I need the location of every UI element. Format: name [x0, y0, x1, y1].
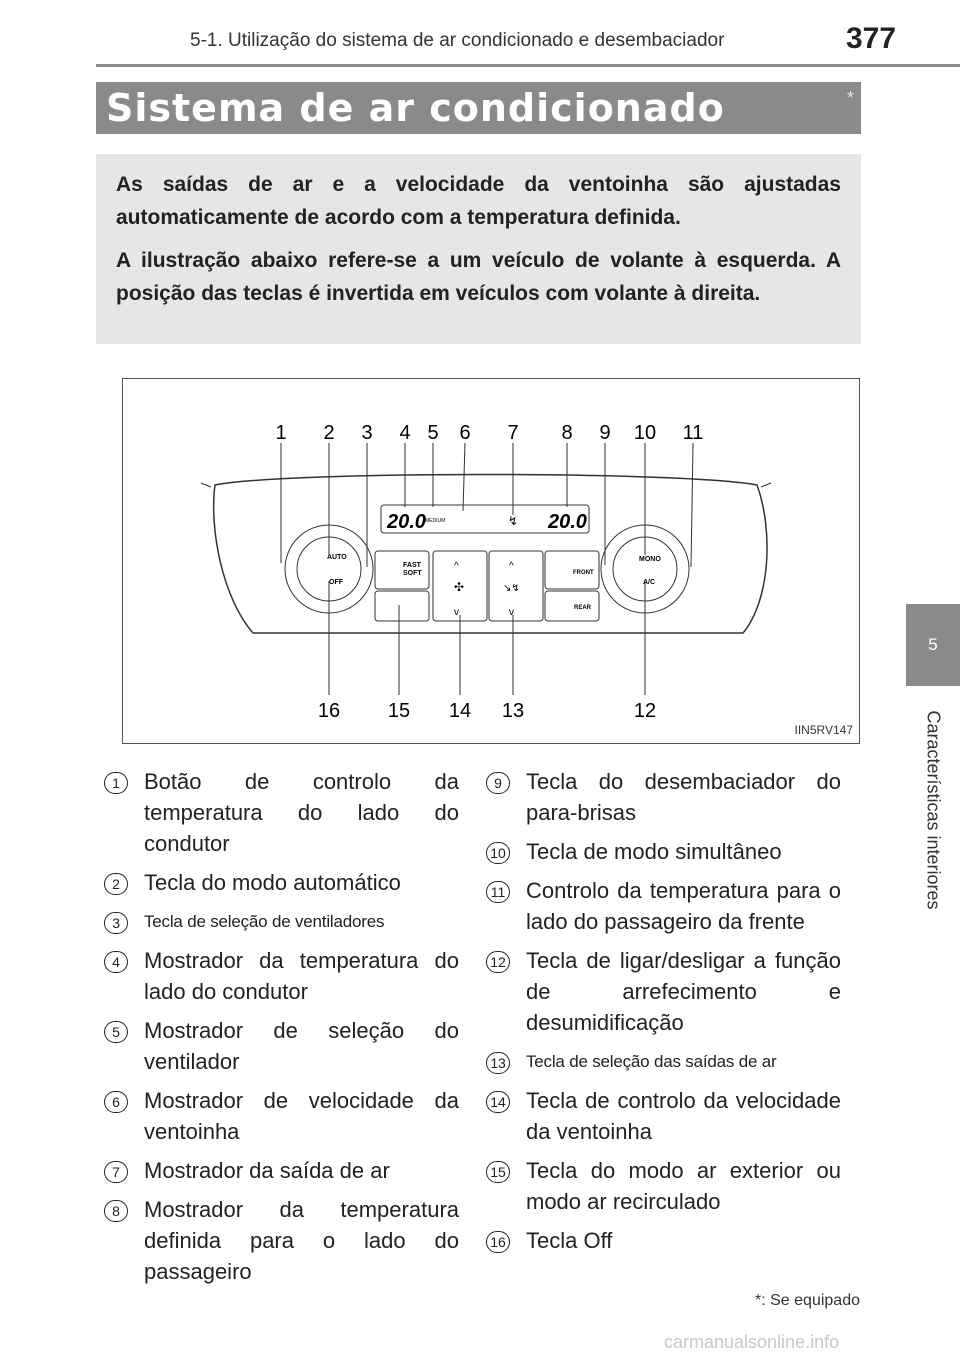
- airflow-icon: ↯: [508, 514, 519, 528]
- legend-item: [104, 1085, 459, 1147]
- section-title-bar: [96, 82, 861, 134]
- callout-15: 15: [387, 700, 411, 722]
- legend-item: [104, 1015, 459, 1077]
- callout-4: 4: [399, 422, 411, 444]
- legend-text: Tecla de seleção de ventiladores: [144, 912, 385, 931]
- fan-icon: ✣: [454, 580, 465, 594]
- display-right-temp: 20.0: [548, 511, 587, 533]
- legend-number: 2: [104, 873, 128, 895]
- soft-label: SOFT: [403, 570, 422, 577]
- off-button: OFF: [329, 579, 343, 586]
- front-label: FRONT: [573, 570, 594, 576]
- legend-item: [486, 1155, 841, 1217]
- panel-edge-left: [201, 483, 211, 487]
- legend-text: Mostrador da saída de ar: [144, 1158, 390, 1183]
- callout-9: 9: [599, 422, 611, 444]
- climate-panel-drawing: [123, 379, 859, 743]
- legend-number: 4: [104, 951, 128, 973]
- intro-box: [96, 154, 861, 344]
- legend-text: Tecla do modo automático: [144, 870, 401, 895]
- chevron-down-icon: v: [509, 607, 514, 618]
- air-outlet-icon: ↘↯: [503, 583, 520, 594]
- callout-3: 3: [361, 422, 373, 444]
- legend-item: [486, 945, 841, 1038]
- legend-text: Tecla do desembaciador do para-brisas: [526, 769, 841, 825]
- legend-number: 5: [104, 1021, 128, 1043]
- display-left-temp: 20.0: [387, 511, 426, 533]
- legend-number: 1: [104, 772, 128, 794]
- callout-2: 2: [323, 422, 335, 444]
- panel-outline: [214, 475, 767, 634]
- legend-text: Tecla de seleção das saídas de ar: [526, 1052, 777, 1071]
- legend-text: Mostrador de seleção do ventilador: [144, 1018, 459, 1074]
- legend-item: [486, 766, 841, 828]
- callouts-top: [275, 422, 703, 444]
- legend-item: [104, 867, 459, 898]
- callout-7: 7: [507, 422, 519, 444]
- legend-number: 8: [104, 1200, 128, 1222]
- legend-text: Botão de controlo da temperatura do lado do condutor: [144, 769, 459, 856]
- legend-number: 16: [486, 1231, 510, 1253]
- chapter-tab: 5: [906, 604, 960, 686]
- legend-right: [486, 766, 841, 1264]
- callout-12: 12: [633, 700, 657, 722]
- legend-number: 6: [104, 1091, 128, 1113]
- legend-text: Tecla do modo ar exterior ou modo ar recirculado: [526, 1158, 841, 1214]
- callouts-bottom: [318, 700, 656, 722]
- callout-8: 8: [561, 422, 573, 444]
- legend-number: 13: [486, 1052, 510, 1074]
- legend-left: [104, 766, 459, 1295]
- title-asterisk: *: [847, 88, 855, 108]
- legend-item: [104, 906, 459, 937]
- callout-1: 1: [275, 422, 287, 444]
- legend-text: Tecla de ligar/desligar a função de arrefecimento e desumidificação: [526, 948, 841, 1035]
- legend-item: [104, 1155, 459, 1186]
- footnote: *: Se equipado: [755, 1292, 860, 1309]
- legend-number: 7: [104, 1161, 128, 1183]
- legend-item: [486, 1225, 841, 1256]
- legend-number: 9: [486, 772, 510, 794]
- legend-number: 12: [486, 951, 510, 973]
- figure-code: IIN5RV147: [794, 723, 853, 737]
- intro-paragraph-2: A ilustração abaixo refere-se a um veículo de volante à esquerda. A posição das teclas é invertida em veículos com volante à direita.: [116, 249, 841, 305]
- legend-text: Controlo da temperatura para o lado do passageiro da frente: [526, 878, 841, 934]
- page-number: 377: [846, 22, 897, 55]
- legend-number: 3: [104, 912, 128, 934]
- fast-label: FAST: [403, 562, 421, 569]
- legend-item: [104, 766, 459, 859]
- legend-text: Tecla de modo simultâneo: [526, 839, 782, 864]
- legend-number: 15: [486, 1161, 510, 1183]
- legend-item: [486, 875, 841, 937]
- watermark: carmanualsonline.info: [664, 1332, 840, 1352]
- legend-number: 11: [486, 881, 510, 903]
- legend-item: [104, 945, 459, 1007]
- legend-number: 10: [486, 842, 510, 864]
- auto-button: AUTO: [327, 554, 347, 561]
- callout-11: 11: [682, 422, 704, 444]
- ac-button: A/C: [643, 579, 656, 586]
- callout-13: 13: [501, 700, 525, 722]
- legend-item: [104, 1194, 459, 1287]
- legend-item: [486, 1085, 841, 1147]
- legend-text: Mostrador de velocidade da ventoinha: [144, 1088, 459, 1144]
- chapter-label: Características interiores: [923, 710, 944, 910]
- legend-text: Mostrador da temperatura definida para o lado do passageiro: [144, 1197, 459, 1284]
- legend-item: [486, 836, 841, 867]
- legend-item: [486, 1046, 841, 1077]
- intro-paragraph-1: As saídas de ar e a velocidade da ventoinha são ajustadas automaticamente de acordo com a temperatura definida.: [116, 173, 841, 229]
- legend-text: Tecla de controlo da velocidade da ventoinha: [526, 1088, 841, 1144]
- mono-button: MONO: [639, 556, 661, 563]
- panel-edge-right: [761, 483, 771, 487]
- callout-10: 10: [633, 422, 657, 444]
- chevron-up-icon: ^: [509, 561, 514, 572]
- legend-number: 14: [486, 1091, 510, 1113]
- running-header: 5-1. Utilização do sistema de ar condicionado e desembaciador: [190, 30, 725, 51]
- recirculation-button: [375, 591, 429, 621]
- chevron-down-icon: v: [454, 607, 459, 618]
- section-title: Sistema de ar condicionado: [106, 86, 725, 130]
- climate-panel-illustration: [122, 378, 860, 744]
- rear-label: REAR: [574, 605, 592, 611]
- legend-text: Tecla Off: [526, 1228, 613, 1253]
- callout-5: 5: [427, 422, 439, 444]
- display-fan-level: MEDIUM: [425, 518, 446, 524]
- callout-6: 6: [459, 422, 471, 444]
- callout-16: 16: [317, 700, 341, 722]
- callout-14: 14: [448, 700, 472, 722]
- header-rule: [96, 64, 960, 67]
- legend-text: Mostrador da temperatura do lado do condutor: [144, 948, 459, 1004]
- chevron-up-icon: ^: [454, 561, 459, 572]
